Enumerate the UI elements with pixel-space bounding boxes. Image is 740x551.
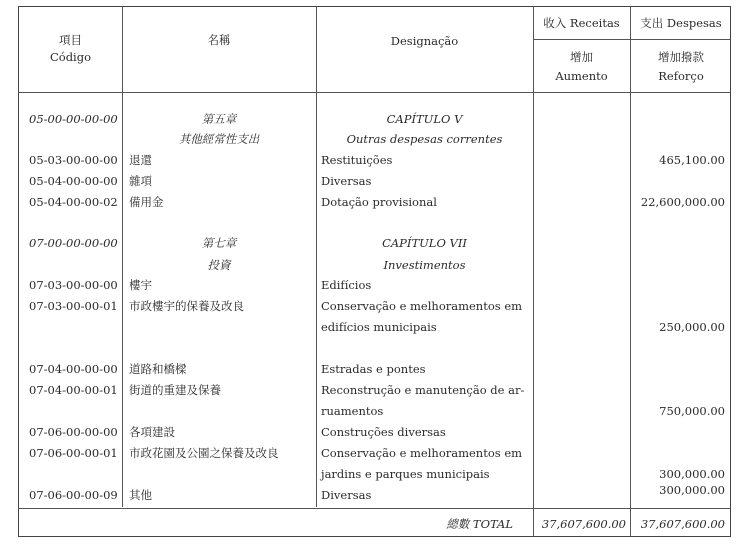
chapter-title-pt: CAPÍTULO V [386,112,463,126]
row-name: 市政花園及公園之保養及改良 [129,446,279,460]
row-amount: 300,000.00 [659,483,725,497]
chapter-code: 07-00-00-00-00 [29,236,118,250]
row-name: 雜項 [129,174,152,188]
chapter-title-zh: 第五章 [201,112,237,126]
header-subdivider [533,39,730,40]
header-increase-pt: Aumento [555,69,608,83]
column-divider [316,7,317,507]
row-name: 退還 [129,153,152,167]
column-divider [122,7,123,507]
chapter-title-zh: 第七章 [201,236,237,250]
chapter-subtitle-pt: Investimentos [383,258,466,272]
row-code: 05-04-00-00-02 [29,195,118,209]
row-designation: Conservação e melhoramentos em [321,446,523,460]
row-code: 07-06-00-00-00 [29,425,118,439]
header-reinforce-zh: 增加撥款 [658,50,704,64]
row-designation-cont: ruamentos [321,404,384,418]
row-name: 備用金 [129,195,164,209]
header-bottom-rule [19,92,730,93]
row-name: 樓宇 [129,278,152,292]
row-designation: Conservação e melhoramentos em [321,299,523,313]
total-top-rule [19,508,730,509]
header-item-pt: Código [49,50,92,64]
row-code: 07-04-00-00-01 [29,383,118,397]
row-designation: Dotação provisional [321,195,437,209]
row-designation: Edifícios [321,278,372,292]
row-designation: Reconstrução e manutenção de ar- [321,383,525,397]
row-name: 市政樓宇的保養及改良 [129,299,244,313]
row-name: 道路和橋樑 [129,362,187,376]
row-designation-cont: jardins e parques municipais [321,467,490,481]
row-designation: Estradas e pontes [321,362,426,376]
row-name: 其他 [129,488,152,502]
row-name: 各項建設 [129,425,175,439]
row-name: 街道的重建及保養 [129,383,221,397]
header-name-zh: 名稱 [207,33,231,47]
row-designation: Restituições [321,153,393,167]
row-code: 07-06-00-00-01 [29,446,118,460]
header-reinforce-pt: Reforço [658,69,704,83]
header-designation: Designação [390,34,459,48]
chapter-code: 05-00-00-00-00 [29,112,118,126]
row-code: 05-04-00-00-00 [29,174,118,188]
header-receipts: 收入 Receitas [543,16,620,30]
header-increase-zh: 增加 [570,50,593,64]
chapter-subtitle-pt: Outras despesas correntes [346,132,503,146]
row-code: 05-03-00-00-00 [29,153,118,167]
column-divider [533,7,534,536]
header-item-zh: 項目 [59,33,82,47]
total-receipts: 37,607,600.00 [541,517,626,531]
header-expenses: 支出 Despesas [640,16,722,30]
row-code: 07-03-00-00-00 [29,278,118,292]
chapter-subtitle-zh: 其他經常性支出 [178,132,260,146]
budget-table [18,6,731,537]
row-amount: 300,000.00 [659,467,725,481]
row-amount: 22,600,000.00 [640,195,725,209]
row-code: 07-04-00-00-00 [29,362,118,376]
row-amount: 250,000.00 [659,320,725,334]
total-label: 總數 TOTAL [446,517,513,531]
chapter-title-pt: CAPÍTULO VII [382,236,467,250]
row-designation: Diversas [321,488,372,502]
total-expenses: 37,607,600.00 [640,517,725,531]
chapter-subtitle-zh: 投資 [207,258,231,272]
column-divider [630,7,631,536]
row-amount: 750,000.00 [659,404,725,418]
row-designation-cont: edifícios municipais [321,320,437,334]
row-code: 07-03-00-00-01 [29,299,118,313]
row-code: 07-06-00-00-09 [29,488,118,502]
row-designation: Construções diversas [321,425,446,439]
row-amount: 465,100.00 [659,153,725,167]
row-designation: Diversas [321,174,372,188]
